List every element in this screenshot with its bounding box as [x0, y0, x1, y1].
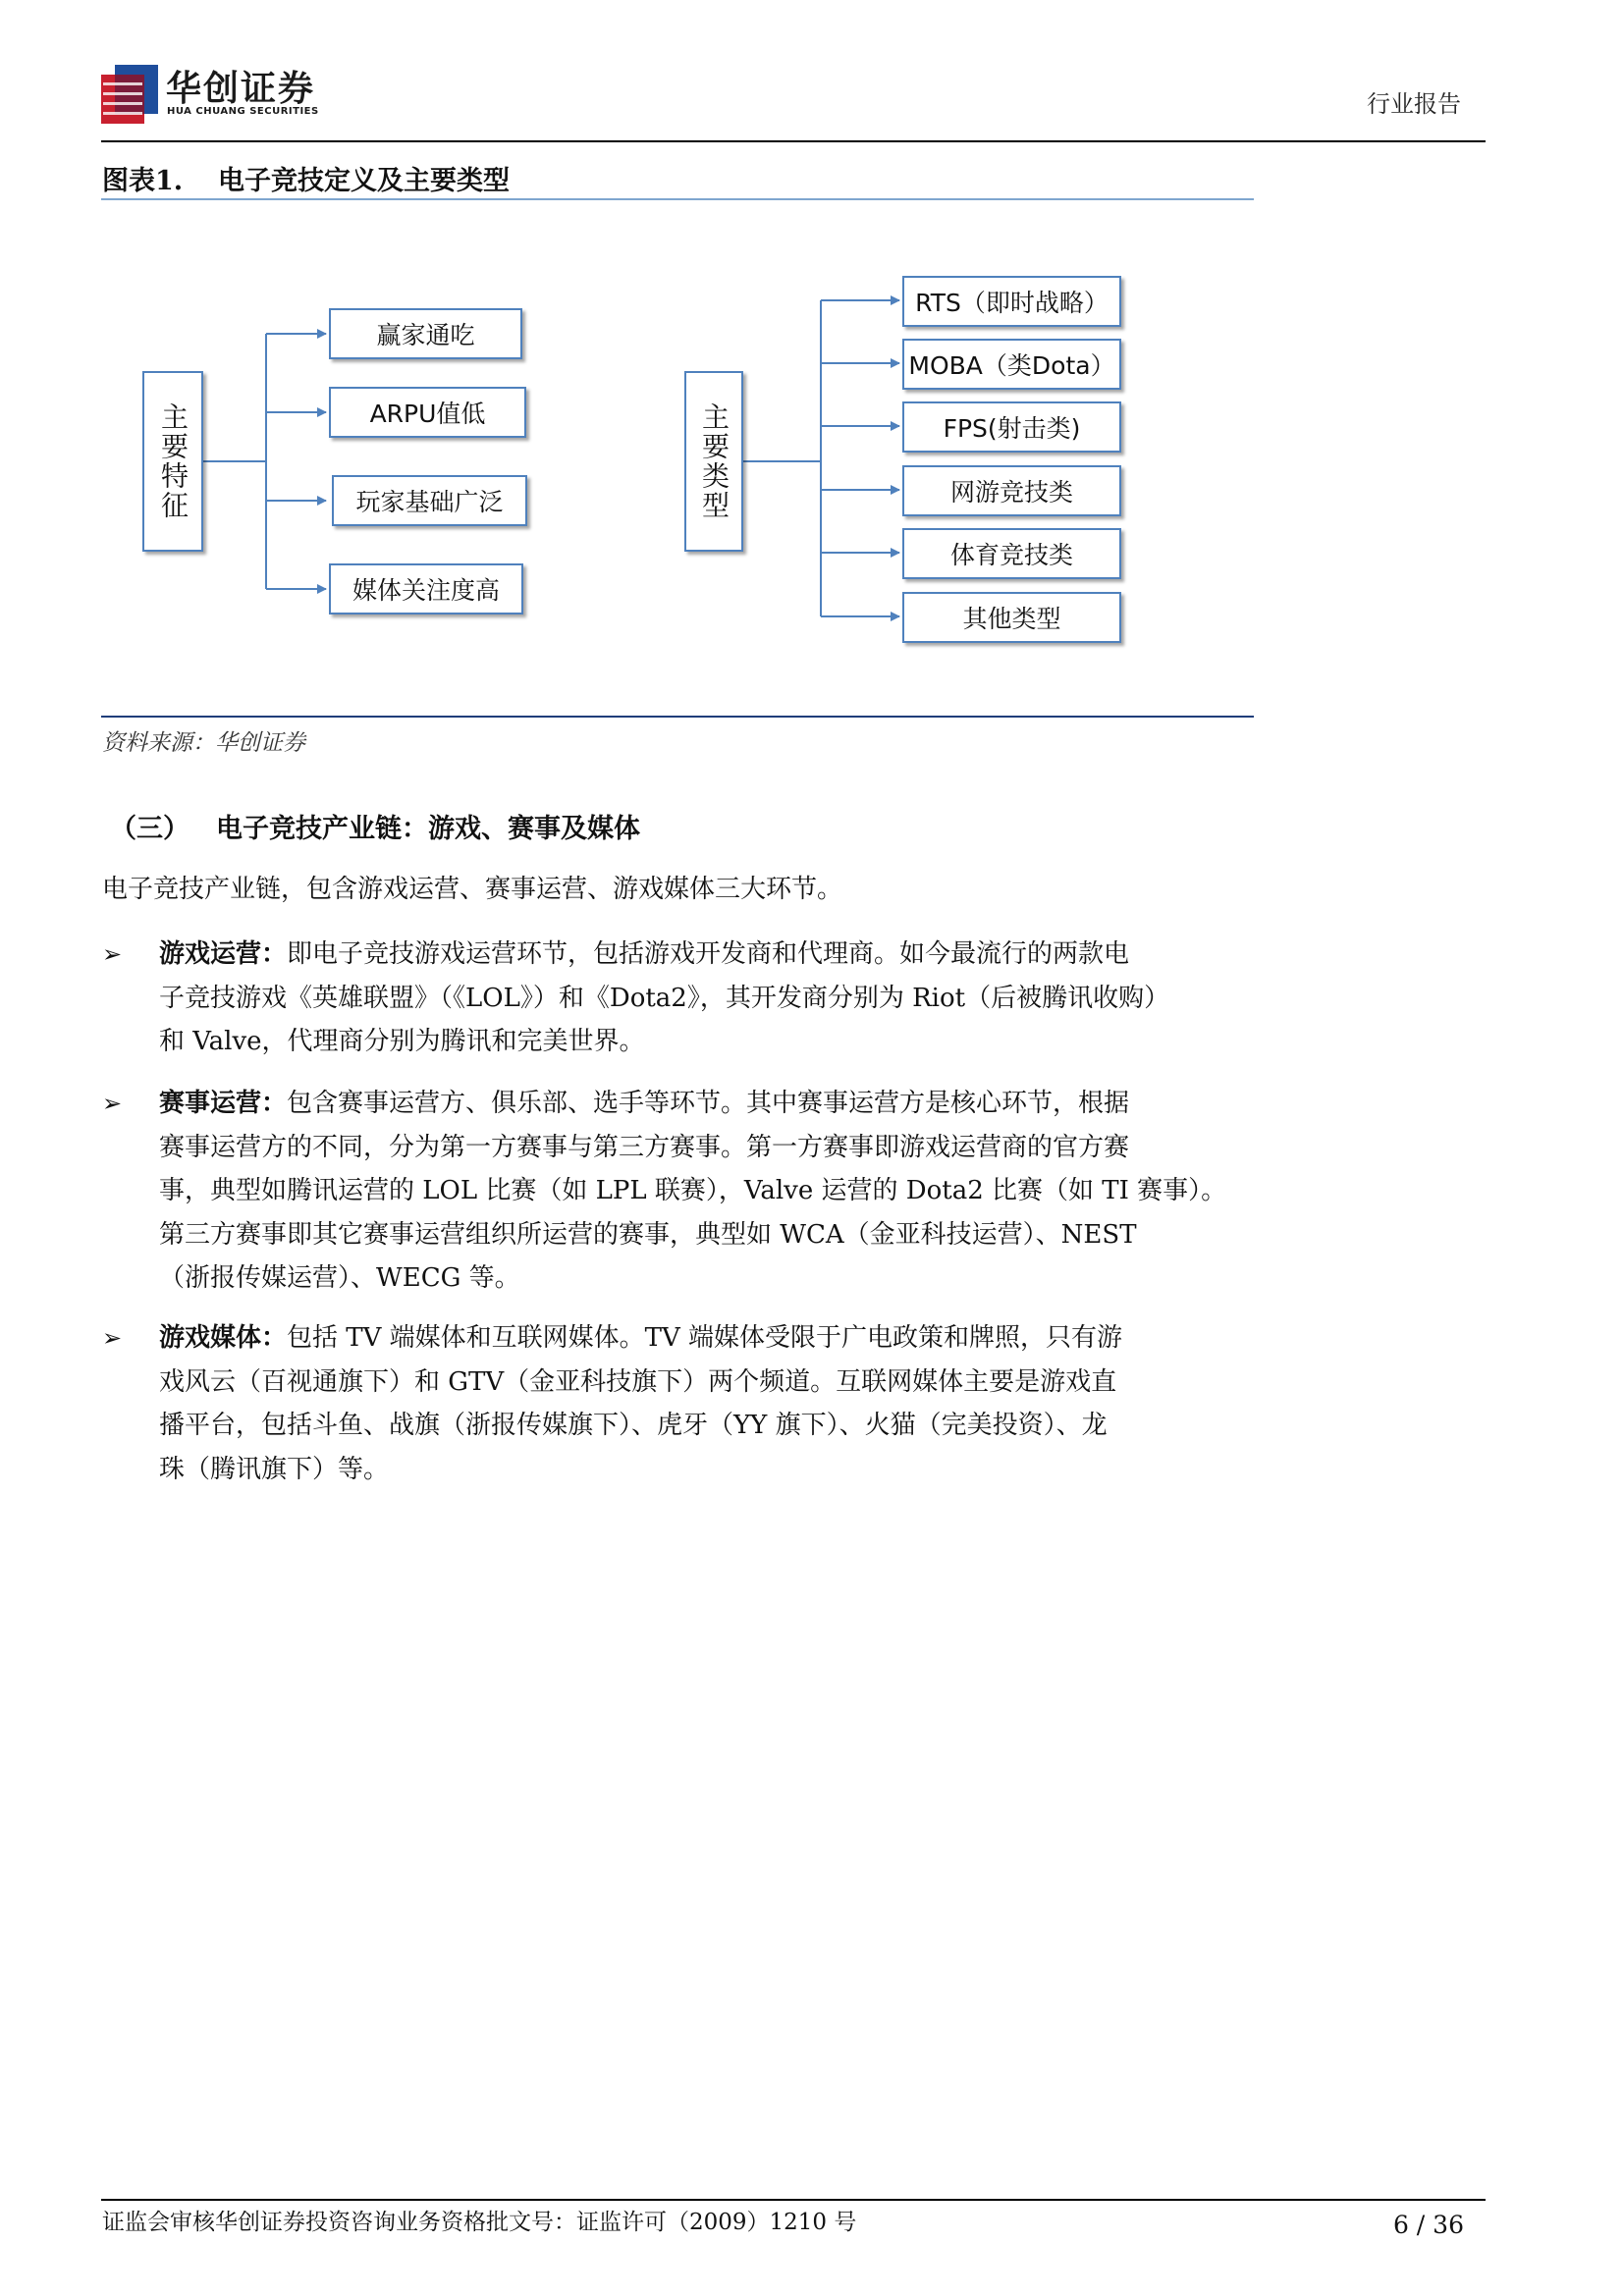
figure-number: 图表1. — [102, 166, 184, 196]
type-box-6: 其他类型 — [902, 592, 1121, 643]
type-box-4: 网游竞技类 — [902, 465, 1121, 516]
bullet-line: 子竞技游戏《英雄联盟》（《LOL》）和《Dota2》，其开发商分别为 Riot（后被腾讯收购） — [159, 983, 1170, 1013]
page-number: 6 / 36 — [1392, 2211, 1464, 2239]
feature-box-2: ARPU值低 — [329, 387, 526, 438]
section-title-text: 电子竞技产业链：游戏、赛事及媒体 — [216, 814, 640, 844]
bullet-line: 珠（腾讯旗下）等。 — [159, 1454, 390, 1484]
feature-box-4: 媒体关注度高 — [329, 563, 523, 614]
type-box-3: FPS(射击类) — [902, 401, 1121, 453]
bullet-line: 播平台，包括斗鱼、战旗（浙报传媒旗下）、虎牙（YY 旗下）、火猫（完美投资）、龙 — [159, 1411, 1108, 1440]
footer-divider — [101, 2199, 1486, 2201]
bullet-line: 事，典型如腾讯运营的 LOL 比赛（如 LPL 联赛），Valve 运营的 Dota2 比赛（如 TI 赛事）。 — [159, 1176, 1227, 1205]
esports-diagram — [101, 206, 1254, 707]
figure-bottom-divider — [101, 716, 1254, 718]
figure-title — [102, 159, 510, 197]
figure-top-divider — [101, 198, 1254, 200]
section-number: （三） — [110, 814, 189, 844]
bullet-line: 赛事运营方的不同，分为第一方赛事与第三方赛事。第一方赛事即游戏运营商的官方赛 — [159, 1132, 1130, 1162]
arrow-bullet-icon: ➢ — [102, 1090, 123, 1117]
bullet-line: 戏风云（百视通旗下）和 GTV（金亚科技旗下）两个频道。互联网媒体主要是游戏直 — [159, 1366, 1117, 1397]
logo-english-name: HUA CHUANG SECURITIES — [167, 106, 319, 117]
feature-box-3: 玩家基础广泛 — [332, 475, 527, 526]
bullet-term: 游戏媒体： — [159, 1323, 288, 1353]
type-box-1: RTS（即时战略） — [902, 276, 1121, 327]
bullet-line: 即电子竞技游戏运营环节，包括游戏开发商和代理商。如今最流行的两款电 — [287, 939, 1130, 969]
section-intro: 电子竞技产业链，包含游戏运营、赛事运营、游戏媒体三大环节。 — [102, 875, 843, 904]
section-heading — [110, 807, 640, 845]
arrow-bullet-icon: ➢ — [102, 1324, 123, 1352]
arrow-bullet-icon: ➢ — [102, 940, 123, 968]
features-group-label: 主要特征 — [142, 371, 203, 552]
bullet-term: 游戏运营： — [159, 939, 288, 969]
report-type: 行业报告 — [1367, 90, 1461, 118]
bullet-term: 赛事运营： — [159, 1089, 288, 1118]
logo-mark-icon — [101, 63, 158, 124]
bullet-line: 包含赛事运营方、俱乐部、选手等环节。其中赛事运营方是核心环节，根据 — [287, 1089, 1130, 1118]
feature-box-1: 赢家通吃 — [329, 308, 522, 359]
type-box-2: MOBA（类Dota） — [902, 339, 1121, 390]
company-logo — [101, 61, 342, 128]
types-group-label: 主要类型 — [684, 371, 743, 552]
bullet-line: （浙报传媒运营）、WECG 等。 — [159, 1263, 520, 1293]
header-divider — [101, 140, 1486, 142]
type-box-5: 体育竞技类 — [902, 528, 1121, 579]
logo-chinese-name: 华创证券 — [166, 69, 316, 109]
figure-title-text: 电子竞技定义及主要类型 — [218, 166, 510, 196]
bullet-line: 第三方赛事即其它赛事运营组织所运营的赛事，典型如 WCA（金亚科技运营）、NEST — [159, 1219, 1137, 1250]
bullet-line: 包括 TV 端媒体和互联网媒体。TV 端媒体受限于广电政策和牌照，只有游 — [287, 1323, 1123, 1353]
figure-source: 资料来源：华创证券 — [102, 730, 305, 756]
footer-license: 证监会审核华创证券投资咨询业务资格批文号：证监许可（2009）1210 号 — [102, 2210, 857, 2235]
bullet-line: 和 Valve，代理商分别为腾讯和完美世界。 — [159, 1027, 645, 1056]
